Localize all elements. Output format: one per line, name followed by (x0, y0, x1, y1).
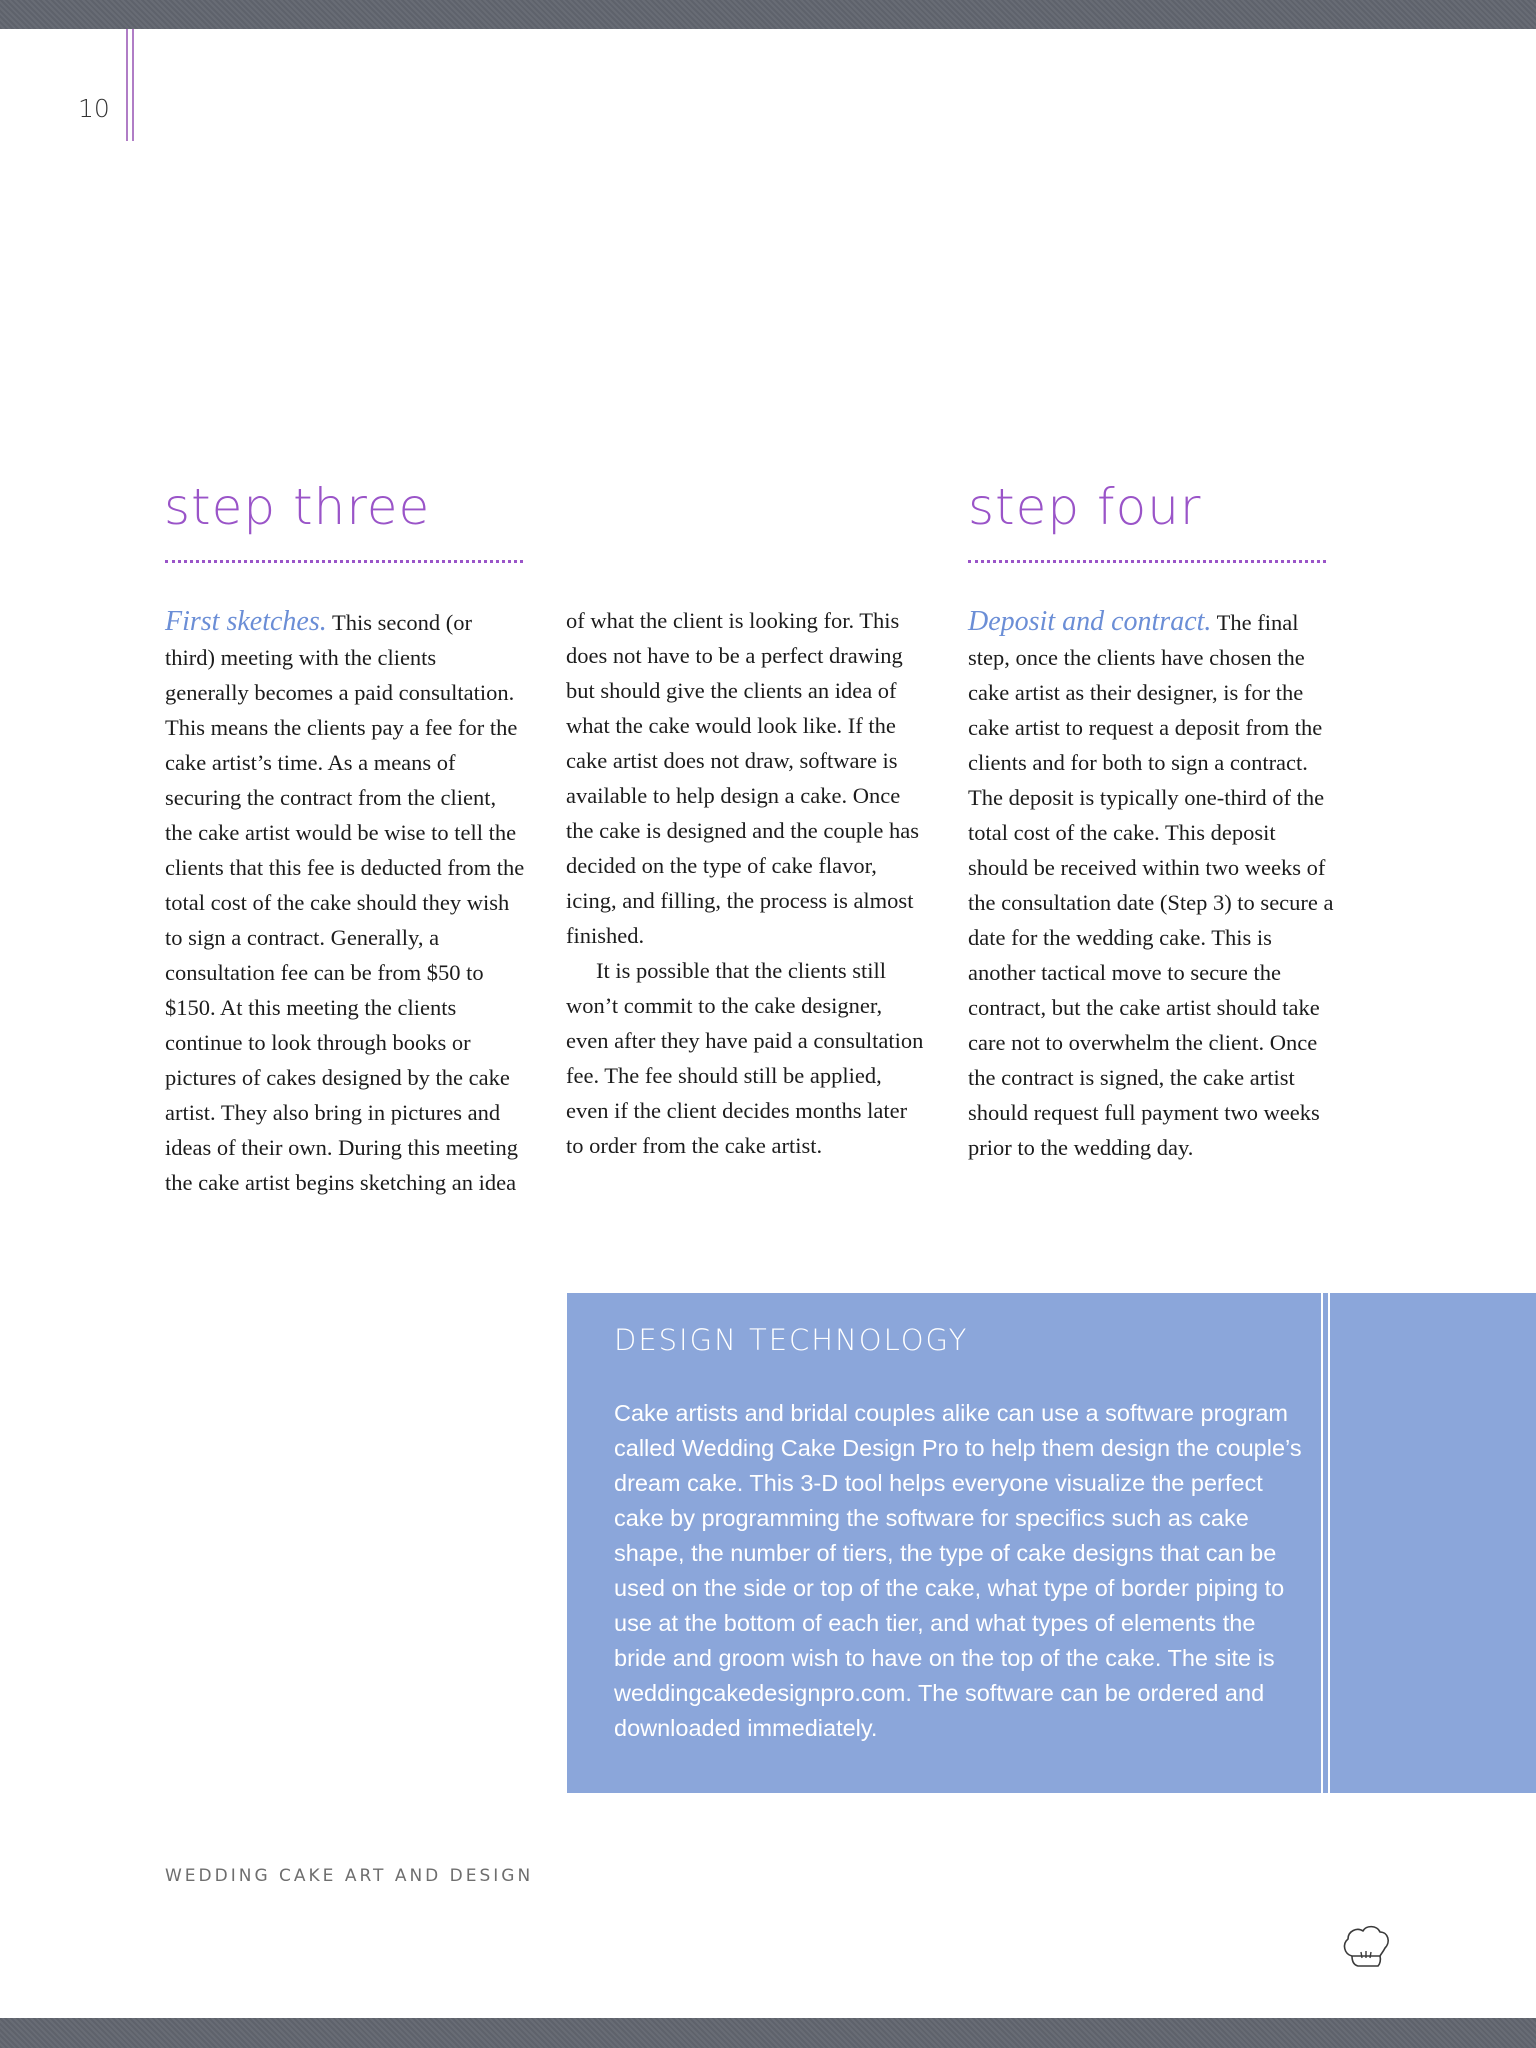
chef-hat-icon (1340, 1920, 1392, 1972)
step-four-text: The final step, once the clients have chosen the cake artist as their designer, is for the cake artist to request a deposit from the clients and for both to sign a contract. The deposit is typically one-third of the total cost of the cake. This deposit should be received within two weeks of the consultation date (Step 3) to secure a date for the wedding cake. This is another tactical move to secure the contract, but the cake artist should take care not to overwhelm the client. Once the contract is signed, the cake artist should request full payment two weeks prior to the wedding day. (968, 610, 1334, 1160)
step-four-divider (968, 560, 1326, 563)
step-three-paragraph (165, 604, 525, 1200)
step-three-column-1 (165, 604, 525, 1200)
step-three-divider (165, 560, 523, 563)
margin-rules (126, 29, 135, 141)
sidebar-body: Cake artists and bridal couples alike can use a software program called Wedding Cake Design Pro to help them design the couple’s dream cake. This 3-D tool helps everyone visualize the perfect cake by programming the software for specifics such as cake shape, the number of tiers, the type of cake designs that can be used on the side or top of the cake, what type of border piping to use at the bottom of each tier, and what types of elements the bride and groom wish to have on the top of the cake. The site is weddingcakedesignpro.com. The software can be ordered and downloaded immediately. (614, 1400, 1302, 1741)
sidebar-rule-right (1328, 1293, 1330, 1793)
running-footer: WEDDING CAKE ART AND DESIGN (165, 1866, 534, 1886)
sidebar-title: DESIGN TECHNOLOGY (614, 1323, 969, 1357)
step-three-column-2 (566, 603, 926, 1163)
step-four-lead: Deposit and contract. (968, 606, 1212, 637)
step-three-continued-paragraph: of what the client is looking for. This does not have to be a perfect drawing but should give the clients an idea of what the cake would look like. If the cake artist does not draw, software is available to help design a cake. Once the cake is designed and the couple has decided on the type of cake flavor, icing, and filling, the process is almost finished. (566, 608, 920, 948)
step-four-heading: step four (968, 478, 1202, 536)
step-four-column (968, 604, 1338, 1165)
design-technology-sidebar (567, 1293, 1536, 1793)
page-number: 10 (78, 94, 110, 123)
step-three-text: This second (or third) meeting with the clients generally becomes a paid consultation. This means the clients pay a fee for the cake artist’s time. As a means of securing the contract from the client, the cake artist would be wise to tell the clients that this fee is deducted from the total cost of the cake should they wish to sign a contract. Generally, a consultation fee can be from $50 to $150. At this meeting the clients continue to look through books or pictures of cakes designed by the cake artist. They also bring in pictures and ideas of their own. During this meeting the cake artist begins sketching an idea (165, 610, 525, 1195)
step-three-lead: First sketches. (165, 606, 327, 637)
step-three-heading: step three (164, 478, 431, 536)
sidebar-rule-left (1321, 1293, 1323, 1793)
bottom-border-bar (0, 2018, 1536, 2048)
top-border-bar (0, 0, 1536, 29)
margin-rule-right (132, 29, 134, 141)
margin-rule-left (126, 29, 128, 141)
step-three-second-paragraph: It is possible that the clients still won’t commit to the cake designer, even after they have paid a consultation fee. The fee should still be applied, even if the client decides months later to order from the cake artist. (566, 958, 924, 1158)
step-four-paragraph (968, 604, 1338, 1165)
